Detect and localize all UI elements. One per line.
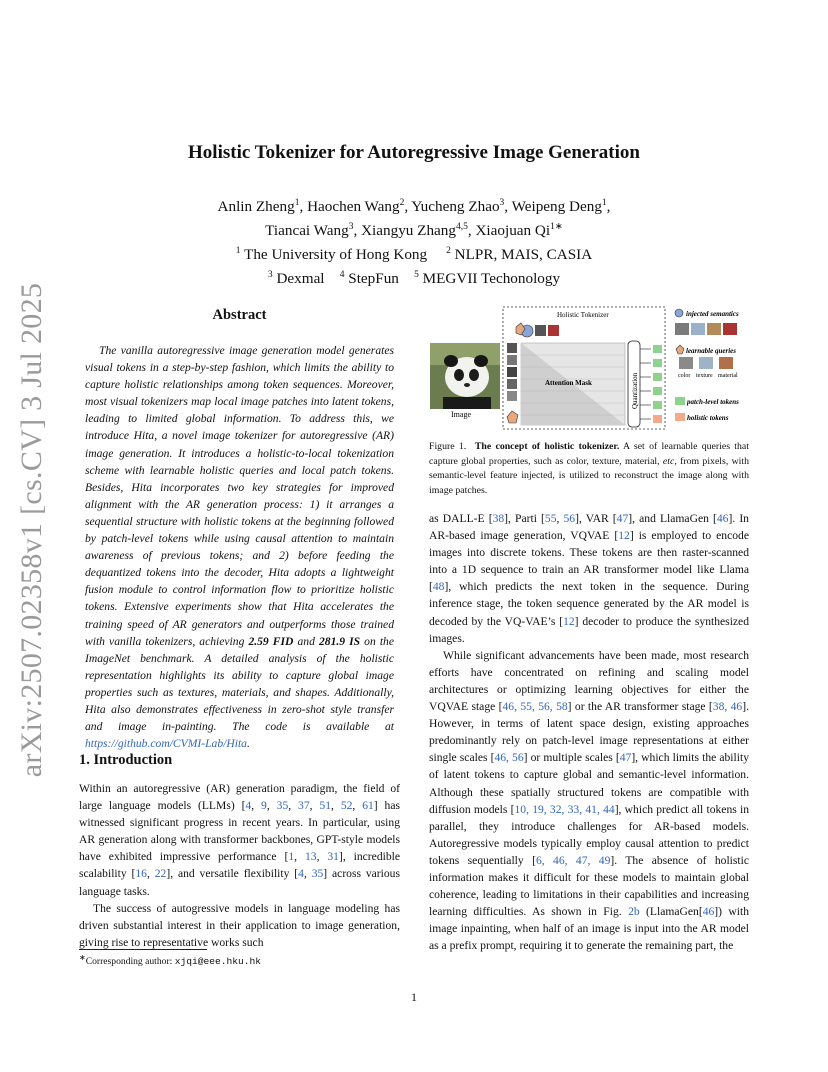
arxiv-stamp	[2, 282, 62, 778]
citation-link[interactable]: 56	[563, 512, 576, 525]
injected-semantics-icon	[675, 309, 683, 317]
intro-body	[79, 780, 400, 951]
page-number: 1	[411, 990, 417, 1004]
citation-link[interactable]: 46, 55, 56, 58	[502, 700, 568, 714]
patch-level-tokens-label: patch-level tokens	[687, 398, 739, 406]
author-block	[0, 193, 828, 289]
citation-link[interactable]: 31	[327, 850, 339, 864]
figure-1-caption: Figure 1. The concept of holistic tokenizer. A set of learnable queries that capture global properties, such as color, texture, material, etc, from pixels, with semantic-level feature injected, is utilized to reconstruct the image along with image patches.	[429, 441, 749, 496]
affiliation-line-1: $^1$ The University of Hong Kong $^2$ NLPR, MAIS, CASIA	[235, 246, 593, 264]
footnote: ∗Corresponding author: xjqi@eee.hku.hk	[79, 953, 262, 968]
material-label: material	[718, 373, 738, 379]
citation-link[interactable]: 37	[298, 799, 310, 813]
citation-link[interactable]: 9	[261, 799, 267, 813]
citation-link[interactable]: 22	[154, 867, 167, 881]
patch-token-legend-swatch	[675, 397, 685, 405]
citation-link[interactable]: 47	[619, 751, 632, 765]
citation-link[interactable]: 51	[319, 799, 332, 813]
abstract-paragraph: The vanilla autoregressive image generation model generates visual tokens in a step-by-step fashion, which limits the ability to capture holistic relationships among token sequences. Moreover, most visual tokenizers map local image patches into latent tokens, leading to limited global information. To address this, we introduce Hita, a novel image tokenizer for autoregressive (AR) image generation. It introduces a holistic-to-local tokenization scheme with learnable holistic queries and local patch tokens. Besides, Hita incorporates two key strategies for improved alignment with the AR generation process: 1) it arranges a sequential structure with holistic tokens at the beginning followed by patch-level tokens while using causal attention to maintain awareness of previous tokens; and 2) before feeding the dequantized tokens into the decoder, Hita adopts a lightweight fusion module to control information flow to prioritize holistic tokens. Extensive experiments show that Hita accelerates the training speed of AR generators and outperforms those trained with vanilla tokenizers, achieving 2.59 FID and 281.9 IS on the ImageNet benchmark. A detailed analysis of the holistic representation highlights its ability to capture global image properties such as textures, materials, and shapes. Additionally, Hita also demonstrates effectiveness in zero-shot style transfer and image in-painting. The code is available at https://github.com/CVMI-Lab/Hita.	[85, 344, 394, 751]
holistic-tokens-label: holistic tokens	[687, 414, 729, 422]
citation-link[interactable]: 61	[362, 799, 374, 813]
paper-title: Holistic Tokenizer for Autoregressive Image Generation	[188, 142, 640, 163]
citation-link[interactable]: 35	[311, 867, 324, 881]
citation-link[interactable]: 46	[716, 512, 729, 525]
figure-reference-link[interactable]: 2b	[628, 905, 640, 919]
right-column-body	[429, 510, 749, 954]
affiliation-line-2: $^3$ Dexmal $^4$ StepFun $^5$ MEGVII Techonology	[267, 270, 561, 288]
quantization-label: Quantization	[631, 372, 639, 409]
citation-link[interactable]: 52	[340, 799, 353, 813]
citation-link[interactable]: 55	[544, 512, 557, 525]
output-tokens	[653, 345, 662, 423]
citation-link[interactable]: 1	[288, 850, 295, 864]
footnote-rule	[79, 949, 207, 950]
citation-link[interactable]: 6, 46, 47, 49	[535, 853, 611, 867]
arxiv-id: arXiv:2507.02358v1 [cs.CV] 3 Jul 2025	[15, 282, 48, 778]
abstract-heading: Abstract	[212, 307, 267, 323]
citation-link[interactable]: 12	[563, 614, 575, 628]
citation-link[interactable]: 46	[702, 905, 715, 919]
learnable-queries-label: learnable queries	[686, 347, 736, 355]
citation-link[interactable]: 46, 56	[494, 751, 524, 765]
right-paragraph-1: as DALL-E [38], Parti [55, 56], VAR [47], and LlamaGen [46]. In AR-based image generation, VQVAE [12] is employed to encode images into discrete tokens. These tokens are then raster-scanned into a 1D sequence to train an AR transformer model like Llama [48], which predicts the next token in the sequence. During inference stage, the token sequence generated by the AR model is decoded by the VQ-VAE’s [12] decoder to produce the synthesized images.	[429, 512, 749, 645]
holistic-token-legend-swatch	[675, 413, 685, 421]
intro-paragraph-2: The success of autogressive models in language modeling has driven substantial interest in their application to image generation, giving rise to representative works such	[79, 901, 400, 949]
citation-link[interactable]: 38, 46	[712, 700, 743, 714]
intro-paragraph-1: Within an autoregressive (AR) generation paradigm, the field of large language models (LLMs) [4, 9, 35, 37, 51, 52, 61] has witnessed significant progress in recent years. In particular, using AR generation along with transformer backbones, GPT-style models have exhibited impressive performance [1, 13, 31], incredible scalability [16, 22], and versatile flexibility [4, 35] across various language tasks.	[79, 782, 401, 898]
citation-link[interactable]: 4	[245, 799, 252, 813]
citation-link[interactable]: 13	[304, 850, 317, 864]
flow-arrows	[640, 349, 651, 419]
learnable-query-swatches	[675, 323, 737, 335]
citation-link[interactable]: 16	[135, 867, 147, 881]
patch-column	[507, 343, 518, 423]
injected-semantics-label: injected semantics	[686, 310, 739, 318]
citation-link[interactable]: 4	[298, 867, 304, 881]
right-paragraph-2: While significant advancements have been made, most research efforts have concentrated on refining and scaling model architectures or optimizing learning objectives for either the VQVAE stage [46, 55, 56, 58] or the AR transformer stage [38, 46]. However, in terms of latent space design, existing approaches predominantly rely on patch-level image representations at either single scales [46, 56] or multiple scales [47], which limits the ability of latent tokens to capture global and semantic-level information. Although these spatially structured tokens are compatible with diffusion models [10, 19, 32, 33, 41, 44], which predict all tokens in parallel, they introduce challenges for AR-based models. Autoregressive models typically employ causal attention to predict tokens sequentially [6, 46, 47, 49]. The absence of holistic information makes it difficult for these models to maintain global coherence, leading to limitations in their capabilities and increasing learning difficulties. As shown in Fig. 2b (LlamaGen[46]) with image inpainting, when half of an image is input into the AR model as a prefix prompt, requiring it to generate the remaining part, the	[429, 648, 750, 953]
author-line-1: Anlin Zheng$^1$, Haochen Wang$^2$, Yucheng Zhao$^3$, Weipeng Deng$^1$,	[217, 198, 611, 216]
citation-link[interactable]: 38	[492, 512, 505, 525]
abstract-body	[85, 342, 394, 752]
figure-1	[429, 305, 751, 433]
query-shapes	[516, 323, 559, 337]
learnable-queries-icon	[676, 345, 684, 354]
holistic-tokenizer-label: Holistic Tokenizer	[557, 311, 609, 319]
citation-link[interactable]: 47	[616, 512, 629, 525]
section-heading-introduction: 1. Introduction	[79, 752, 173, 768]
color-label: color	[678, 373, 691, 379]
citation-link[interactable]: 12	[618, 529, 630, 543]
panda-image	[430, 343, 500, 409]
texture-label: texture	[696, 373, 713, 379]
author-line-2: Tiancai Wang$^3$, Xiangyu Zhang$^{4,5}$, Xiaojuan $Qi^{1∗}$	[265, 222, 563, 240]
citation-link[interactable]: 48	[432, 580, 445, 594]
query-property-swatches	[679, 357, 733, 369]
citation-link[interactable]: 10, 19, 32, 33, 41, 44	[514, 802, 615, 816]
author-email: xjqi@eee.hku.hk	[174, 956, 262, 968]
image-label: Image	[451, 410, 471, 419]
code-link[interactable]: https://github.com/CVMI-Lab/Hita	[85, 737, 247, 751]
citation-link[interactable]: 35	[276, 799, 289, 813]
attention-mask-label: Attention Mask	[545, 379, 592, 387]
